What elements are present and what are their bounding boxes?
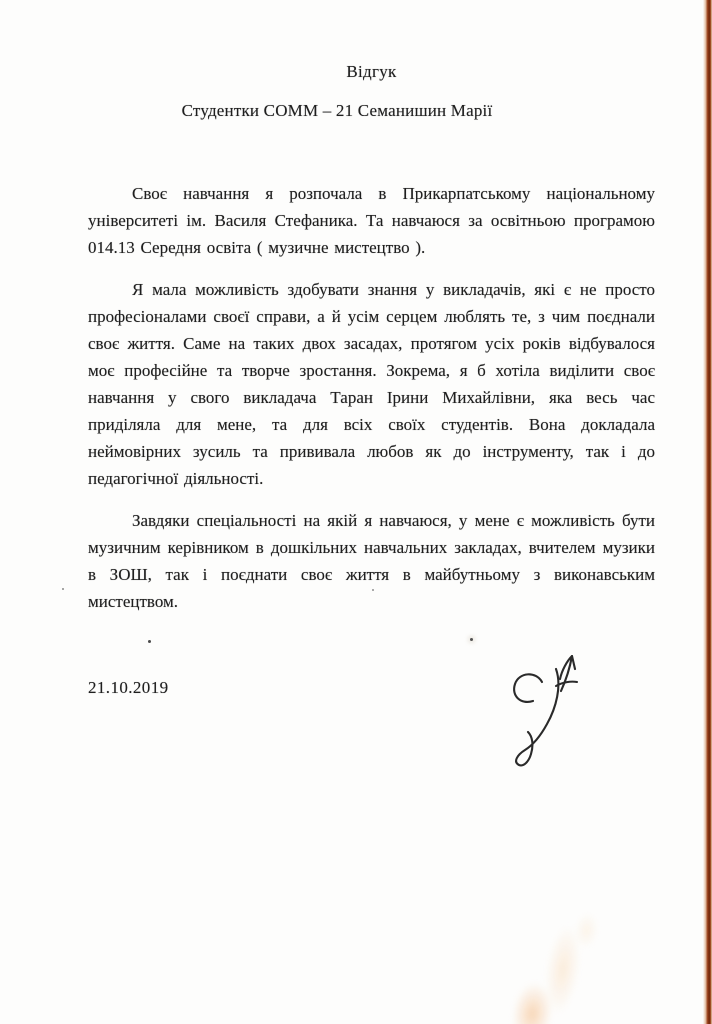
scan-speck	[62, 588, 64, 590]
signature-stroke-spike	[572, 656, 575, 669]
document-subtitle: Студентки СОММ – 21 Семанишин Марії	[181, 101, 493, 120]
document-body	[88, 180, 655, 630]
document-title: Відгук	[346, 62, 397, 81]
paragraph-2: Я мала можливість здобувати знання у викладачів, які є не просто професіоналами своєї справи, а й усім серцем люблять те, з чим поєднали своє життя. Саме на таких двох засадах, протягом усіх років відбувалося моє професійне та творче зростання. Зокрема, я б хотіла виділити своє навчання у свого викладача Таран Ірини Михайлівни, яка весь час приділяла для мене, та для всіх своїх студентів. Вона докладала неймовірних зусиль та прививала любов як до інструменту, так і до педагогічної діяльності.	[88, 280, 655, 488]
scan-edge-stripe	[703, 0, 712, 1024]
signature-stroke-c	[514, 674, 542, 702]
scan-speck	[148, 640, 151, 643]
handwritten-signature	[498, 655, 598, 770]
document-date: 21.10.2019	[88, 678, 169, 697]
signature-stroke-main	[516, 669, 558, 765]
scan-smudge	[490, 892, 640, 1024]
paragraph-3: Завдяки спеціальності на якій я навчаюся, у мене є можливість бути музичним керівником в дошкільних навчальних закладах, вчителем музики в ЗОШ, так і поєднати своє життя в майбутньому з виконавським мистецтвом.	[88, 511, 655, 611]
paragraph-1: Своє навчання я розпочала в Прикарпатському національному університеті ім. Василя Стефаника. Та навчаюся за освітньою програмою 014.13 Середня освіта ( музичне мистецтво ).	[88, 184, 655, 257]
scan-speck	[470, 638, 473, 641]
signature-stroke-flourish	[560, 656, 572, 691]
